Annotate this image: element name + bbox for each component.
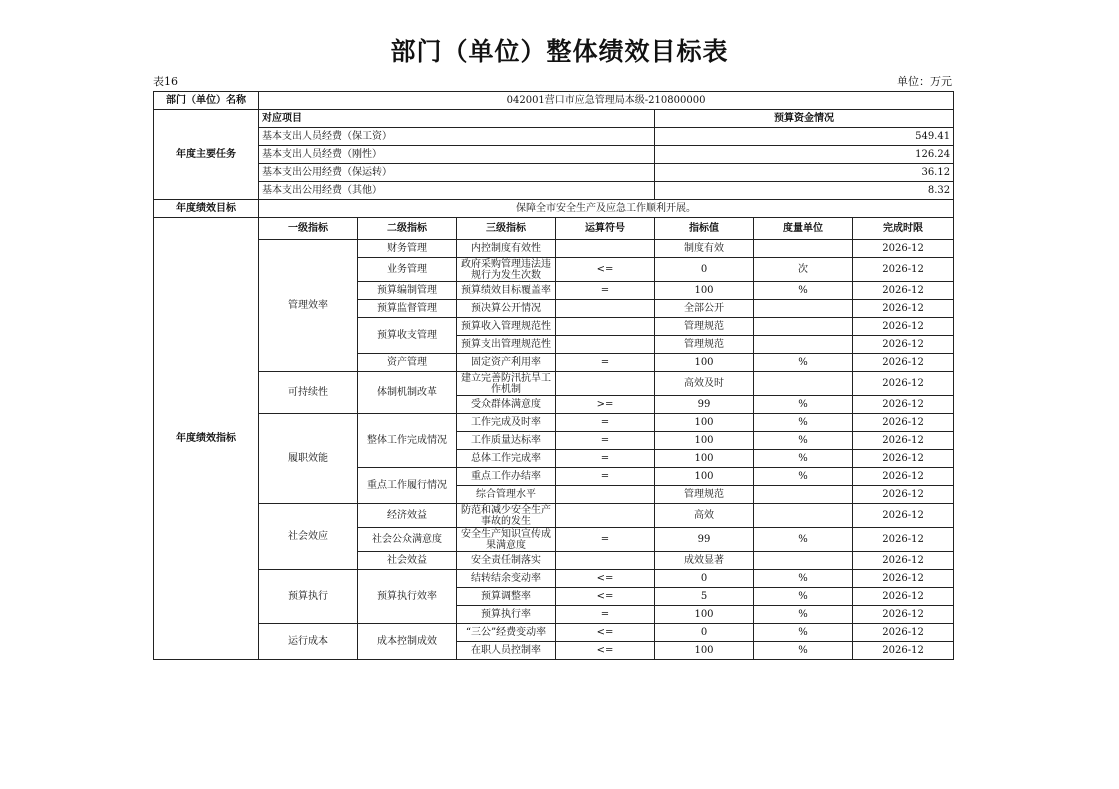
table-number: 表16 [153,75,178,88]
operator: = [556,528,655,552]
performance-table-container [153,91,953,660]
deadline: 2026-12 [853,570,954,588]
deadline: 2026-12 [853,372,954,396]
target-value: 100 [655,432,754,450]
column-header: 完成时限 [853,218,954,240]
dept-name-label: 部门（单位）名称 [154,92,259,110]
third-level-indicator: 工作完成及时率 [457,414,556,432]
second-level-indicator: 社会公众满意度 [358,528,457,552]
operator: = [556,468,655,486]
target-value: 制度有效 [655,240,754,258]
third-level-indicator: “三公”经费变动率 [457,624,556,642]
task-name: 基本支出公用经费（保运转） [259,164,655,182]
target-value: 0 [655,258,754,282]
deadline: 2026-12 [853,336,954,354]
column-header: 二级指标 [358,218,457,240]
column-header: 度量单位 [754,218,853,240]
operator: <= [556,624,655,642]
deadline: 2026-12 [853,354,954,372]
deadline: 2026-12 [853,642,954,660]
third-level-indicator: 综合管理水平 [457,486,556,504]
budget-header: 预算资金情况 [655,110,954,128]
deadline: 2026-12 [853,504,954,528]
operator: = [556,414,655,432]
third-level-indicator: 安全生产知识宣传成果满意度 [457,528,556,552]
deadline: 2026-12 [853,318,954,336]
operator [556,486,655,504]
measure-unit: % [754,588,853,606]
table-row [154,414,954,432]
operator [556,552,655,570]
third-level-indicator: 预算调整率 [457,588,556,606]
operator: = [556,282,655,300]
second-level-indicator: 重点工作履行情况 [358,468,457,504]
operator: <= [556,258,655,282]
target-value: 全部公开 [655,300,754,318]
third-level-indicator: 防范和减少安全生产事故的发生 [457,504,556,528]
target-value: 高效及时 [655,372,754,396]
target-value: 100 [655,642,754,660]
third-level-indicator: 政府采购管理违法违规行为发生次数 [457,258,556,282]
measure-unit: % [754,432,853,450]
operator: <= [556,570,655,588]
measure-unit: 次 [754,258,853,282]
operator [556,372,655,396]
task-name: 基本支出人员经费（刚性） [259,146,655,164]
target-value: 0 [655,624,754,642]
performance-target-table [153,91,954,660]
second-level-indicator: 体制机制改革 [358,372,457,414]
operator: <= [556,642,655,660]
second-level-indicator: 业务管理 [358,258,457,282]
third-level-indicator: 安全责任制落实 [457,552,556,570]
measure-unit: % [754,414,853,432]
measure-unit: % [754,282,853,300]
deadline: 2026-12 [853,414,954,432]
dept-name-value: 042001营口市应急管理局本级-210800000 [259,92,954,110]
third-level-indicator: 预决算公开情况 [457,300,556,318]
measure-unit: % [754,396,853,414]
deadline: 2026-12 [853,432,954,450]
deadline: 2026-12 [853,552,954,570]
deadline: 2026-12 [853,486,954,504]
third-level-indicator: 建立完善防汛抗旱工作机制 [457,372,556,396]
measure-unit: % [754,642,853,660]
operator: = [556,432,655,450]
annual-goal-label: 年度绩效目标 [154,200,259,218]
second-level-indicator: 社会效益 [358,552,457,570]
deadline: 2026-12 [853,240,954,258]
target-value: 100 [655,354,754,372]
target-value: 100 [655,450,754,468]
measure-unit [754,504,853,528]
annual-goal-text: 保障全市安全生产及应急工作顺利开展。 [259,200,954,218]
measure-unit [754,552,853,570]
unit-label: 单位：万元 [897,75,952,88]
target-value: 100 [655,414,754,432]
measure-unit: % [754,570,853,588]
column-header: 一级指标 [259,218,358,240]
table-row [154,624,954,642]
measure-unit [754,486,853,504]
table-row [154,504,954,528]
measure-unit [754,240,853,258]
operator: >= [556,396,655,414]
column-header: 运算符号 [556,218,655,240]
operator: = [556,450,655,468]
first-level-indicator: 预算执行 [259,570,358,624]
deadline: 2026-12 [853,396,954,414]
third-level-indicator: 重点工作办结率 [457,468,556,486]
task-name: 基本支出人员经费（保工资） [259,128,655,146]
second-level-indicator: 资产管理 [358,354,457,372]
task-amount: 549.41 [655,128,954,146]
third-level-indicator: 在职人员控制率 [457,642,556,660]
operator [556,300,655,318]
third-level-indicator: 预算执行率 [457,606,556,624]
table-row [154,570,954,588]
measure-unit: % [754,468,853,486]
third-level-indicator: 结转结余变动率 [457,570,556,588]
target-value: 管理规范 [655,486,754,504]
first-level-indicator: 管理效率 [259,240,358,372]
deadline: 2026-12 [853,300,954,318]
measure-unit: % [754,450,853,468]
second-level-indicator: 预算收支管理 [358,318,457,354]
target-value: 管理规范 [655,336,754,354]
operator [556,240,655,258]
measure-unit [754,300,853,318]
task-amount: 8.32 [655,182,954,200]
deadline: 2026-12 [853,468,954,486]
target-value: 100 [655,282,754,300]
deadline: 2026-12 [853,450,954,468]
third-level-indicator: 预算收入管理规范性 [457,318,556,336]
second-level-indicator: 财务管理 [358,240,457,258]
second-level-indicator: 预算执行效率 [358,570,457,624]
target-value: 99 [655,528,754,552]
target-value: 99 [655,396,754,414]
second-level-indicator: 整体工作完成情况 [358,414,457,468]
deadline: 2026-12 [853,606,954,624]
table-row [154,240,954,258]
second-level-indicator: 预算编制管理 [358,282,457,300]
column-header: 指标值 [655,218,754,240]
measure-unit: % [754,624,853,642]
first-level-indicator: 履职效能 [259,414,358,504]
second-level-indicator: 预算监督管理 [358,300,457,318]
target-value: 100 [655,468,754,486]
deadline: 2026-12 [853,588,954,606]
measure-unit: % [754,528,853,552]
measure-unit [754,318,853,336]
target-value: 成效显著 [655,552,754,570]
measure-unit: % [754,606,853,624]
measure-unit: % [754,354,853,372]
first-level-indicator: 可持续性 [259,372,358,414]
deadline: 2026-12 [853,528,954,552]
first-level-indicator: 社会效应 [259,504,358,570]
operator: = [556,354,655,372]
deadline: 2026-12 [853,282,954,300]
target-value: 高效 [655,504,754,528]
operator [556,336,655,354]
operator: = [556,606,655,624]
third-level-indicator: 预算支出管理规范性 [457,336,556,354]
annual-tasks-label: 年度主要任务 [154,110,259,200]
task-amount: 126.24 [655,146,954,164]
third-level-indicator: 预算绩效目标覆盖率 [457,282,556,300]
task-amount: 36.12 [655,164,954,182]
first-level-indicator: 运行成本 [259,624,358,660]
deadline: 2026-12 [853,624,954,642]
column-header: 三级指标 [457,218,556,240]
page-title: 部门（单位）整体绩效目标表 [390,37,729,66]
target-value: 5 [655,588,754,606]
indicators-label: 年度绩效指标 [154,218,259,660]
third-level-indicator: 总体工作完成率 [457,450,556,468]
third-level-indicator: 固定资产利用率 [457,354,556,372]
second-level-indicator: 成本控制成效 [358,624,457,660]
target-value: 0 [655,570,754,588]
target-value: 管理规范 [655,318,754,336]
operator [556,504,655,528]
operator [556,318,655,336]
table-row [154,372,954,396]
second-level-indicator: 经济效益 [358,504,457,528]
target-value: 100 [655,606,754,624]
task-name: 基本支出公用经费（其他） [259,182,655,200]
third-level-indicator: 受众群体满意度 [457,396,556,414]
third-level-indicator: 内控制度有效性 [457,240,556,258]
measure-unit [754,336,853,354]
project-header: 对应项目 [259,110,655,128]
measure-unit [754,372,853,396]
third-level-indicator: 工作质量达标率 [457,432,556,450]
deadline: 2026-12 [853,258,954,282]
operator: <= [556,588,655,606]
